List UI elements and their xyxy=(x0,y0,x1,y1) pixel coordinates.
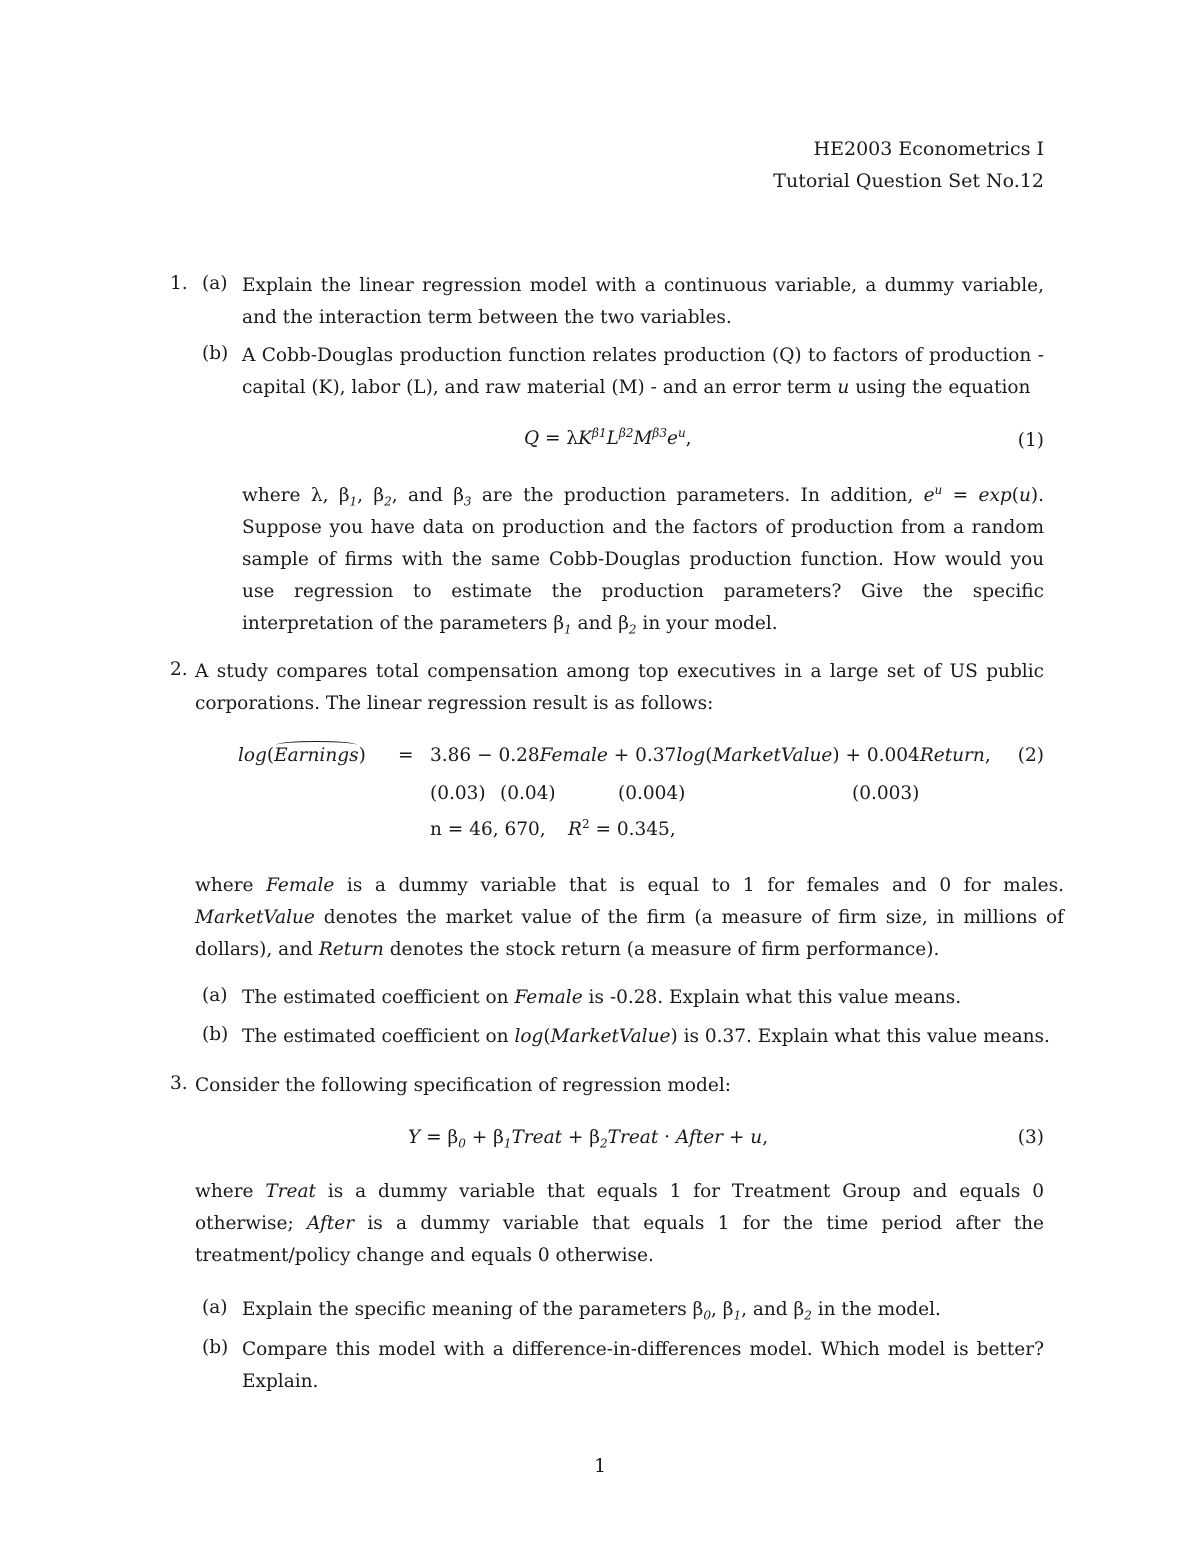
q1b-followup: where λ, $\beta_1$, $\beta_2$, and $\beta_3$ are the production parameters. In addition, $e^u = \exp(u)$. Suppose you have data on production and the factors of production from a random sample of firms with the same Cobb-Douglas production function. How would you use regression to estimate the production parameters? Give the specific interpretation of the parameters $\beta_1$ and $\beta_2$ in your model. xyxy=(242,482,1044,637)
regression-equals: = xyxy=(398,745,414,766)
q2-number: 2. xyxy=(170,659,188,680)
eq-number-1: (1) xyxy=(1017,430,1044,451)
q3a-text: Explain the specific meaning of the parameters $\beta_0$, $\beta_1$, and $\beta_2$ in the model. xyxy=(242,1299,941,1323)
q3a-label: (a) xyxy=(202,1297,228,1318)
set-title: Tutorial Question Set No.12 xyxy=(773,170,1044,192)
se-constant: (0.03) xyxy=(430,783,486,804)
cobb-douglas-equation: $Q = \lambda K^{\beta 1}L^{\beta 2}M^{\beta 3}e^u$, xyxy=(524,425,692,449)
q1b-label: (b) xyxy=(202,343,229,364)
page-number: 1 xyxy=(593,1455,607,1477)
q1a-text: Explain the linear regression model with a continuous variable, a dummy variable, and the interaction term between the two variables. xyxy=(242,275,1044,328)
q3b-label: (b) xyxy=(202,1337,229,1358)
q1b-text: A Cobb-Douglas production function relates production (Q) to factors of production - capital (K), labor (L), and raw material (M) - and an error term u using the equation xyxy=(242,345,1044,398)
q3-variable-description: where Treat is a dummy variable that equals 1 for Treatment Group and equals 0 otherwise; After is a dummy variable that equals 1 for the time period after the treatment/policy change and equals 0 otherwise. xyxy=(195,1181,1045,1266)
q2a-text: The estimated coefficient on Female is -0.28. Explain what this value means. xyxy=(242,987,962,1008)
se-return: (0.003) xyxy=(852,783,920,804)
q2-intro: A study compares total compensation among top executives in a large set of US public corporations. The linear regression result is as follows: xyxy=(195,661,1044,714)
q3b-text: Compare this model with a difference-in-differences model. Which model is better? Explain. xyxy=(242,1339,1044,1392)
q1a-label: (a) xyxy=(202,273,228,294)
q3-number: 3. xyxy=(170,1073,188,1094)
course-title: HE2003 Econometrics I xyxy=(813,138,1044,160)
eq-number-2: (2) xyxy=(1017,745,1044,766)
regression-rhs: 3.86 − 0.28Female + 0.37log(MarketValue) + 0.004Return, xyxy=(430,745,991,766)
regression-r2: $R^2 = 0.345$, xyxy=(568,816,676,840)
se-market-value: (0.004) xyxy=(618,783,686,804)
q3-intro: Consider the following specification of regression model: xyxy=(195,1075,731,1096)
se-female: (0.04) xyxy=(500,783,556,804)
regression-n: n = 46, 670, xyxy=(430,819,546,840)
q2b-text: The estimated coefficient on log(MarketValue) is 0.37. Explain what this value means. xyxy=(242,1026,1050,1047)
did-equation: $Y = \beta_0$ + $\beta_1Treat$ + $\beta_2Treat$ · After + u, xyxy=(408,1127,769,1151)
q1-number: 1. xyxy=(170,273,188,294)
regression-lhs: log(Earnings) xyxy=(238,745,366,766)
q2b-label: (b) xyxy=(202,1024,229,1045)
q2-variable-description: where Female is a dummy variable that is equal to 1 for females and 0 for males. MarketValue denotes the market value of the firm (a measure of firm size, in millions of dollars), and Return denotes the stock return (a measure of firm performance). xyxy=(195,875,1064,960)
eq-number-3: (3) xyxy=(1017,1127,1044,1148)
q2a-label: (a) xyxy=(202,985,228,1006)
